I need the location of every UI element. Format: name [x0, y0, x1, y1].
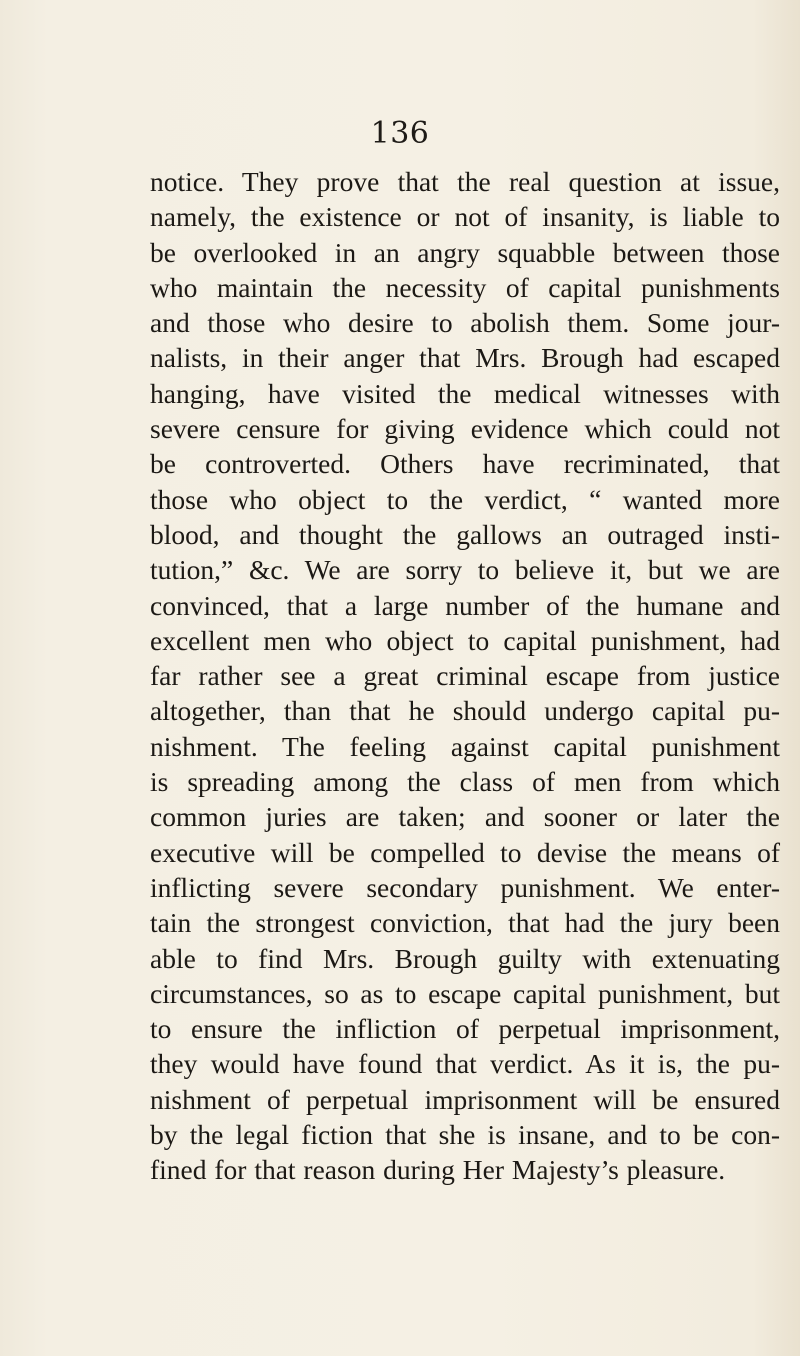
- text-line: excellent men who object to capital punishment, had: [150, 624, 780, 656]
- text-line: far rather see a great criminal escape from justice: [150, 660, 780, 692]
- text-line: common juries are taken; and sooner or later the: [150, 801, 780, 833]
- text-line: who maintain the necessity of capital punishments: [150, 271, 780, 303]
- text-line: nishment. The feeling against capital punishment: [150, 730, 780, 762]
- text-line: those who object to the verdict, “ wanted more: [150, 483, 780, 515]
- text-line: be overlooked in an angry squabble between those: [150, 236, 780, 268]
- text-line: blood, and thought the gallows an outraged insti-: [150, 518, 780, 550]
- text-line: circumstances, so as to escape capital punishment, but: [150, 977, 780, 1009]
- body-paragraph: [150, 164, 780, 1188]
- text-line: able to find Mrs. Brough guilty with extenuating: [150, 942, 780, 974]
- text-line: is spreading among the class of men from which: [150, 766, 780, 798]
- text-line: they would have found that verdict. As it is, the pu-: [150, 1048, 780, 1080]
- text-line: tain the strongest conviction, that had the jury been: [150, 907, 780, 939]
- text-line: nishment of perpetual imprisonment will be ensured: [150, 1083, 780, 1115]
- text-line: executive will be compelled to devise the means of: [150, 836, 780, 868]
- text-line: severe censure for giving evidence which could not: [150, 413, 780, 445]
- text-line: altogether, than that he should undergo capital pu-: [150, 695, 780, 727]
- text-line: be controverted. Others have recriminated, that: [150, 448, 780, 480]
- text-line: nalists, in their anger that Mrs. Brough had escaped: [150, 342, 780, 374]
- text-line: by the legal fiction that she is insane, and to be con-: [150, 1119, 780, 1151]
- text-line: and those who desire to abolish them. Some jour-: [150, 307, 780, 339]
- text-line-final: fined for that reason during Her Majesty’s pleasure.: [150, 1154, 726, 1186]
- text-line: hanging, have visited the medical witnesses with: [150, 377, 780, 409]
- text-line: inflicting severe secondary punishment. We enter-: [150, 871, 780, 903]
- text-line: convinced, that a large number of the humane and: [150, 589, 780, 621]
- text-line: tution,” &c. We are sorry to believe it, but we are: [150, 554, 780, 586]
- text-line: notice. They prove that the real question at issue,: [150, 166, 780, 197]
- text-line: to ensure the infliction of perpetual imprisonment,: [150, 1013, 780, 1045]
- text-line: namely, the existence or not of insanity, is liable to: [150, 201, 780, 233]
- page-number: 136: [370, 116, 430, 151]
